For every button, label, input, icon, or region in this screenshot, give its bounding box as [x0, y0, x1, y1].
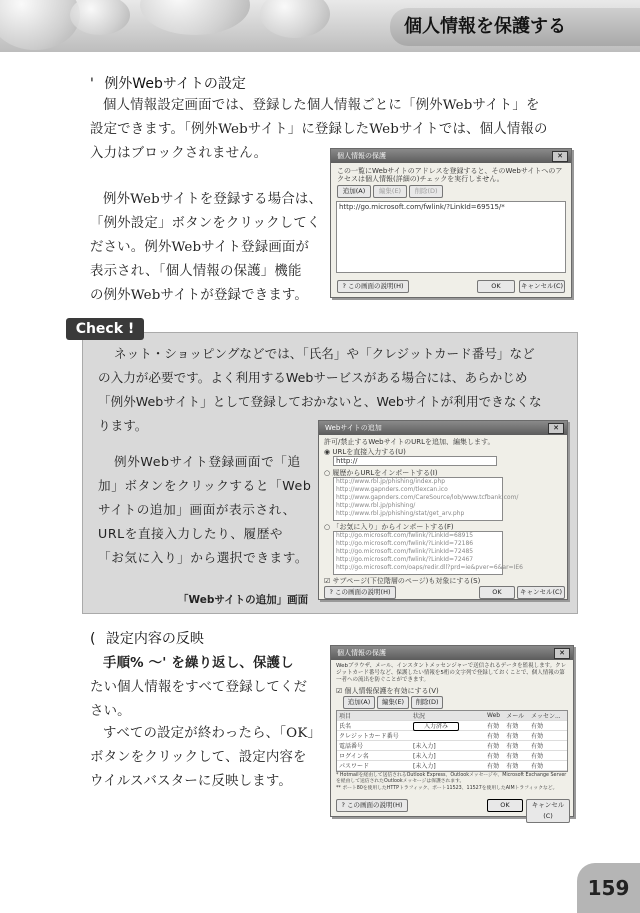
subpage-checkbox[interactable]: ☑ サブページ(下位階層のページ)も対象にする(S): [324, 577, 481, 585]
radio-icon[interactable]: ○: [324, 523, 331, 531]
section-title: 設定内容の反映: [105, 631, 204, 647]
url-input[interactable]: http://: [333, 456, 497, 466]
url-list[interactable]: [336, 201, 566, 273]
chapter-title: 個人情報を保護する: [390, 8, 640, 46]
cancel-button[interactable]: キャンセル(C): [517, 586, 565, 599]
help-icon: ?: [341, 801, 345, 809]
exception-sites-dialog: [330, 148, 572, 298]
check-paragraph: ネット・ショッピングなどでは、「氏名」や「クレジットカード番号」など の入力が必要です。よく利用するWebサービスがある場合には、あらかじめ 「例外Webサイト」として登録しておかないと、Webサイトが利用できなくな ります。: [98, 346, 542, 433]
paragraph: すべての設定が終わったら、「OK」 ボタンをクリックして、設定内容を ウイルスバスターに反映します。: [90, 726, 322, 789]
check-label: Check !: [66, 318, 144, 340]
add-button[interactable]: 追加(A): [337, 185, 371, 198]
checkbox-checked-icon[interactable]: ☑: [336, 687, 343, 695]
footnote: ** ポート80を使用したHTTPトラフィック、ポート11523、11527を使用したAIMトラフィックなど。: [336, 786, 558, 791]
dialog-description: この一覧にWebサイトのアドレスを登録すると、そのWebサイトへのアクセスは個人情報(詳細の)チェックを実行しません。: [337, 167, 563, 183]
dialog-titlebar: Webサイトの追加 ✕: [319, 421, 567, 435]
dialog-description: Webブラウザ、メール、インスタントメッセンジャーで送信されるデータを監視します。クレジットカード番号など、保護したい情報を5桁の文字列で登録しておくことで、個人情報の第一者への流出を防ぐことができます。: [336, 663, 567, 683]
section-marker: (: [90, 631, 96, 647]
help-icon: ?: [342, 282, 346, 290]
help-icon: ?: [329, 588, 333, 596]
footnote: * Hotmailを経由して送信されるOutlook Express、Outlookメッセージや、Microsoft Exchange Serverを経由して送信されたOutlookメッセージは保護されます。: [336, 773, 567, 784]
radio-selected-icon[interactable]: ◉: [324, 448, 331, 456]
checkbox-checked-icon[interactable]: ☑: [324, 577, 331, 585]
table-row[interactable]: ログイン名 [未入力] 有効 有効 有効: [337, 751, 567, 761]
cancel-button[interactable]: キャンセル(C): [519, 280, 565, 293]
add-button[interactable]: 追加(A): [343, 696, 375, 709]
header-decoration: [140, 0, 250, 35]
section-marker: ': [90, 76, 94, 92]
favorites-list[interactable]: [333, 531, 523, 575]
list-item[interactable]: http://go.microsoft.com/fwlink/?LinkId=72485: [336, 548, 474, 555]
info-table: [336, 710, 568, 772]
dialog-titlebar: 個人情報の保護 ✕: [331, 149, 571, 163]
list-item[interactable]: http://www.rbl.jp/phishing/index.php: [336, 478, 446, 485]
list-item[interactable]: http://go.microsoft.com/oaps/redir.dll?prd=ie&pver=6&ar=IE6: [336, 564, 523, 571]
section-title: 例外Webサイトの設定: [104, 76, 246, 92]
radio-favorites[interactable]: ○ 「お気に入り」からインポートする(F): [324, 523, 454, 531]
enable-checkbox[interactable]: ☑ 個人情報保護を有効にする(V): [336, 687, 439, 695]
page-header: [0, 0, 640, 52]
add-website-dialog: [318, 420, 568, 600]
edit-button[interactable]: 編集(E): [373, 185, 407, 198]
delete-button[interactable]: 削除(D): [411, 696, 443, 709]
table-header: 項目 状況 Web メール メッセン...: [337, 711, 567, 721]
privacy-protection-dialog: [330, 645, 574, 820]
list-item[interactable]: http://go.microsoft.com/fwlink/?LinkId=68915: [336, 532, 474, 539]
close-icon[interactable]: ✕: [554, 648, 570, 659]
table-row[interactable]: クレジットカード番号 有効 有効 有効: [337, 731, 567, 741]
list-item[interactable]: http://go.microsoft.com/fwlink/?LinkId=69515/*: [339, 203, 505, 211]
paragraph: 個人情報設定画面では、登録した個人情報ごとに「例外Webサイト」を 設定できます。「例外Webサイト」に登録したWebサイトでは、個人情報の 入力はブロックされません。: [90, 98, 548, 161]
figure-caption: 「Webサイトの追加」画面: [178, 594, 309, 606]
delete-button[interactable]: 削除(D): [409, 185, 443, 198]
radio-url[interactable]: ◉ URLを直接入力する(U): [324, 448, 406, 456]
edit-button[interactable]: 編集(E): [377, 696, 409, 709]
header-decoration: [70, 0, 130, 35]
close-icon[interactable]: ✕: [548, 423, 564, 434]
table-row[interactable]: パスワード [未入力] 有効 有効 有効: [337, 761, 567, 771]
dialog-titlebar: 個人情報の保護 ✕: [331, 646, 573, 660]
paragraph: 手順% ～' を繰り返し、保護し たい個人情報をすべて登録してくだ さい。: [90, 656, 308, 719]
history-list[interactable]: [333, 477, 519, 521]
list-item[interactable]: http://go.microsoft.com/fwlink/?LinkId=72186: [336, 540, 474, 547]
table-row[interactable]: 氏名 入力済み 有効 有効 有効: [337, 721, 567, 731]
check-paragraph: 例外Webサイト登録画面で「追 加」ボタンをクリックすると「Web サイトの追加」画面が表示され、 URLを直接入力したり、履歴や 「お気に入り」から選択できます。: [98, 454, 312, 565]
help-button[interactable]: ? この画面の説明(H): [324, 586, 396, 599]
list-item[interactable]: http://www.gapnders.com/tlexcan.ico: [336, 486, 448, 493]
list-item[interactable]: http://go.microsoft.com/fwlink/?LinkId=72467: [336, 556, 474, 563]
dialog-description: 許可/禁止するWebサイトのURLを追加、編集します。: [324, 438, 495, 446]
section-heading: [90, 628, 204, 648]
cancel-button[interactable]: キャンセル(C): [526, 799, 570, 823]
page-number: 159: [577, 863, 640, 913]
section-heading: [90, 73, 246, 93]
ok-button[interactable]: OK: [479, 586, 515, 599]
radio-history[interactable]: ○ 履歴からURLをインポートする(I): [324, 469, 438, 477]
close-icon[interactable]: ✕: [552, 151, 568, 162]
list-item[interactable]: http://www.rbl.jp/phishing/stat/get_arv.php: [336, 510, 465, 517]
help-button[interactable]: ? この画面の説明(H): [337, 280, 409, 293]
ok-button[interactable]: OK: [477, 280, 515, 293]
highlight-box: 入力済み: [413, 722, 459, 731]
list-item[interactable]: http://www.rbl.jp/phishing/: [336, 502, 416, 509]
ok-button[interactable]: OK: [487, 799, 523, 812]
table-row[interactable]: 電話番号 [未入力] 有効 有効 有効: [337, 741, 567, 751]
paragraph: 例外Webサイトを登録する場合は、 「例外設定」ボタンをクリックしてく ださい。例外Webサイト登録画面が 表示され、「個人情報の保護」機能 の例外Webサイトが登録できます。: [90, 192, 323, 303]
header-decoration: [260, 0, 330, 38]
list-item[interactable]: http://www.gapnders.com/CareSource/lob/www.tcfbank.com/: [336, 494, 519, 501]
radio-icon[interactable]: ○: [324, 469, 331, 477]
header-decoration: [0, 0, 80, 50]
help-button[interactable]: ? この画面の説明(H): [336, 799, 408, 812]
